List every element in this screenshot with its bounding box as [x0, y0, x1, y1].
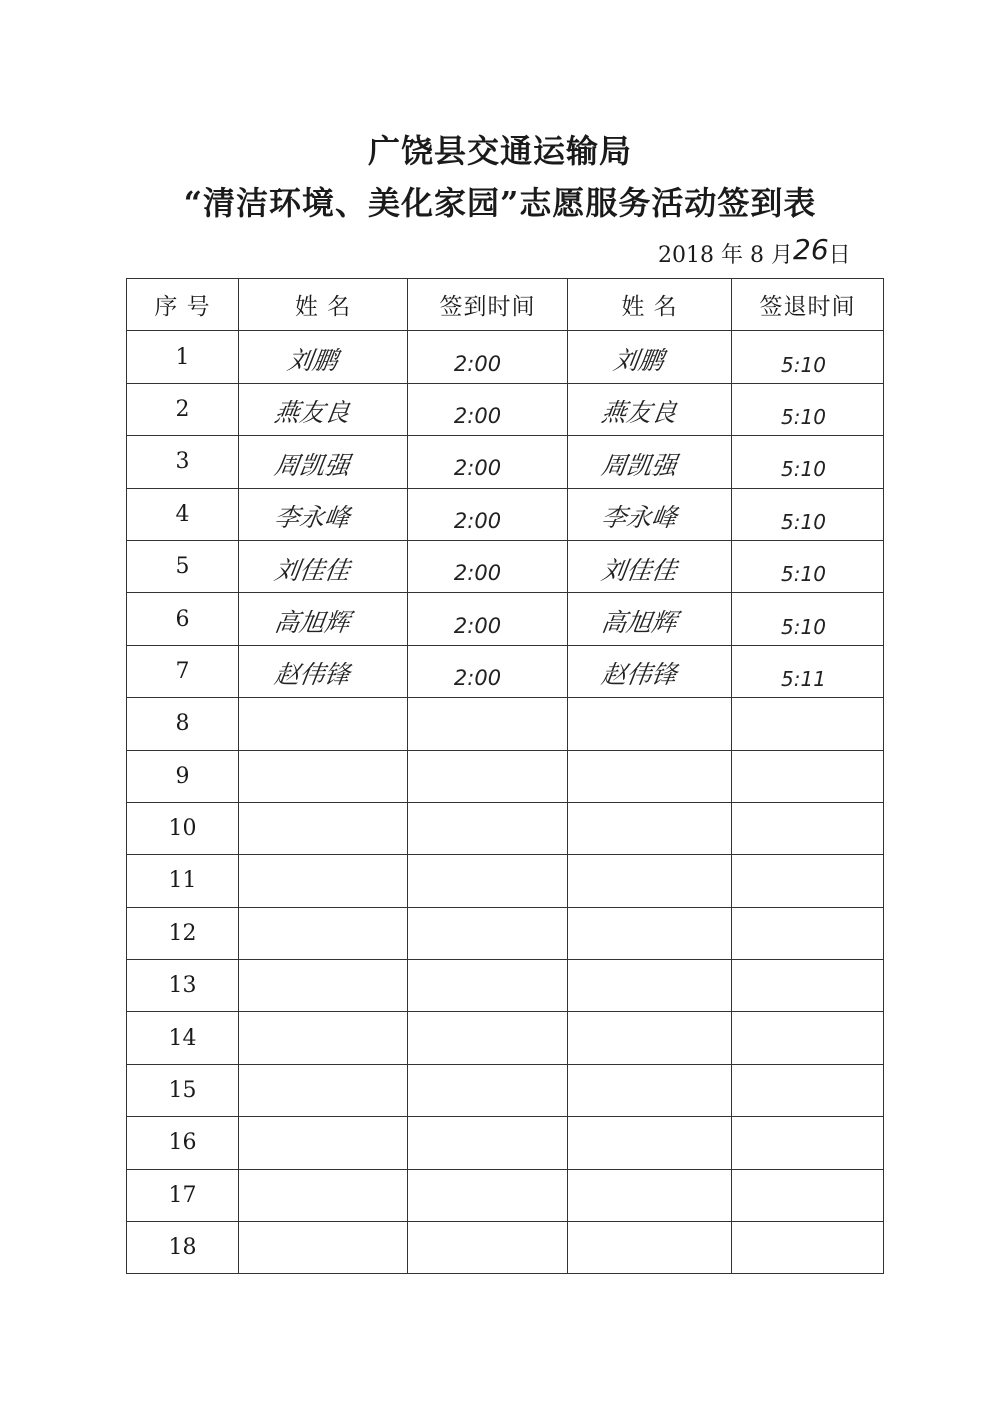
table-row — [127, 331, 884, 383]
seq-cell — [127, 802, 239, 854]
name-out-cell — [568, 1064, 732, 1116]
name-in-text: 燕友良 — [272, 398, 353, 428]
seq-text: 17 — [168, 1182, 197, 1208]
time-in-cell — [408, 593, 568, 645]
table-row — [127, 383, 884, 435]
seq-text: 4 — [175, 501, 190, 527]
time-in-cell — [408, 907, 568, 959]
seq-text: 11 — [168, 868, 197, 894]
name-in-text: 刘佳佳 — [272, 555, 353, 585]
name-in-cell — [239, 802, 408, 854]
seq-text: 9 — [175, 763, 190, 789]
name-in-cell — [239, 645, 408, 697]
name-out-text: 刘佳佳 — [599, 555, 679, 585]
name-out-cell — [568, 436, 732, 488]
name-out-cell — [568, 1169, 732, 1221]
name-in-cell — [239, 383, 408, 435]
seq-text: 14 — [168, 1025, 197, 1051]
name-out-cell — [568, 331, 732, 383]
time-in-cell — [408, 750, 568, 802]
time-out-cell — [732, 436, 884, 488]
time-out-cell — [732, 540, 884, 592]
time-out-cell — [732, 960, 884, 1012]
name-out-cell — [568, 593, 732, 645]
table-row — [127, 1012, 884, 1064]
seq-text: 12 — [168, 920, 197, 946]
table-body — [127, 331, 884, 1274]
time-in-cell — [408, 1012, 568, 1064]
time-in-cell — [408, 802, 568, 854]
seq-cell — [127, 855, 239, 907]
time-in-cell — [408, 436, 568, 488]
seq-text: 2 — [175, 396, 190, 422]
header-name-out: 姓 名 — [568, 279, 732, 331]
time-in-text: 2:00 — [453, 403, 502, 428]
name-in-cell — [239, 1064, 408, 1116]
time-out-text: 5:10 — [781, 509, 826, 534]
name-in-text: 刘鹏 — [285, 346, 340, 376]
name-out-text: 李永峰 — [599, 503, 679, 533]
date-year-unit: 年 — [721, 243, 744, 268]
table-row — [127, 802, 884, 854]
name-out-text: 刘鹏 — [611, 346, 667, 376]
name-out-cell — [568, 750, 732, 802]
header-time-out: 签退时间 — [732, 279, 884, 331]
time-out-cell — [732, 1064, 884, 1116]
table-row — [127, 1222, 884, 1274]
seq-cell — [127, 1169, 239, 1221]
time-in-text: 2:00 — [453, 508, 502, 533]
date-month: 8 — [750, 243, 765, 268]
name-out-cell — [568, 1012, 732, 1064]
table-row — [127, 855, 884, 907]
name-in-text: 李永峰 — [272, 503, 353, 533]
table-row — [127, 1169, 884, 1221]
name-in-cell — [239, 1012, 408, 1064]
name-out-cell — [568, 907, 732, 959]
time-out-text: 5:11 — [781, 666, 826, 691]
seq-text: 7 — [175, 658, 190, 684]
seq-text: 1 — [175, 344, 190, 370]
name-in-cell — [239, 331, 408, 383]
time-in-cell — [408, 383, 568, 435]
seq-cell — [127, 1117, 239, 1169]
name-in-cell — [239, 750, 408, 802]
name-out-cell — [568, 1117, 732, 1169]
time-out-cell — [732, 383, 884, 435]
seq-text: 8 — [175, 711, 190, 737]
time-in-cell — [408, 540, 568, 592]
time-out-text: 5:10 — [781, 457, 826, 482]
seq-cell — [127, 750, 239, 802]
table-row — [127, 593, 884, 645]
name-in-text: 赵伟锋 — [272, 660, 353, 690]
date-month-unit: 月 — [771, 243, 794, 268]
time-out-cell — [732, 1117, 884, 1169]
time-out-cell — [732, 698, 884, 750]
name-out-cell — [568, 698, 732, 750]
seq-text: 18 — [168, 1235, 197, 1261]
seq-text: 6 — [175, 606, 190, 632]
time-in-cell — [408, 1064, 568, 1116]
time-out-cell — [732, 645, 884, 697]
seq-cell — [127, 1012, 239, 1064]
name-in-cell — [239, 593, 408, 645]
time-in-cell — [408, 331, 568, 383]
name-in-cell — [239, 960, 408, 1012]
name-out-cell — [568, 383, 732, 435]
table-row — [127, 1064, 884, 1116]
table-row — [127, 645, 884, 697]
time-in-text: 2:00 — [453, 561, 502, 586]
time-in-cell — [408, 1222, 568, 1274]
name-in-cell — [239, 488, 408, 540]
name-out-text: 周凯强 — [599, 450, 679, 480]
time-out-text: 5:10 — [781, 352, 826, 377]
seq-text: 16 — [168, 1130, 197, 1156]
time-out-cell — [732, 750, 884, 802]
seq-cell — [127, 1064, 239, 1116]
name-in-cell — [239, 1117, 408, 1169]
name-in-cell — [239, 1169, 408, 1221]
time-in-cell — [408, 1169, 568, 1221]
table-row — [127, 750, 884, 802]
time-out-cell — [732, 593, 884, 645]
seq-cell — [127, 540, 239, 592]
document-subtitle: “清洁环境、美化家园”志愿服务活动签到表 — [183, 184, 817, 222]
seq-cell — [127, 383, 239, 435]
name-out-cell — [568, 960, 732, 1012]
name-in-cell — [239, 436, 408, 488]
time-out-cell — [732, 855, 884, 907]
time-in-text: 2:00 — [453, 613, 502, 638]
seq-text: 3 — [175, 449, 190, 475]
name-out-cell — [568, 1222, 732, 1274]
time-out-cell — [732, 802, 884, 854]
name-out-cell — [568, 645, 732, 697]
name-in-cell — [239, 855, 408, 907]
time-in-text: 2:00 — [453, 351, 502, 376]
seq-text: 13 — [168, 973, 197, 999]
time-out-text: 5:10 — [781, 614, 826, 639]
table-row — [127, 540, 884, 592]
table-row — [127, 907, 884, 959]
time-in-text: 2:00 — [453, 456, 502, 481]
date-year: 2018 — [658, 243, 714, 268]
header-time-in: 签到时间 — [408, 279, 568, 331]
table-row — [127, 698, 884, 750]
document-title: 广饶县交通运输局 — [367, 132, 632, 170]
sign-in-table — [126, 278, 884, 1274]
time-out-text: 5:10 — [781, 562, 826, 587]
date-day-handwritten: 26 — [793, 233, 829, 266]
time-in-cell — [408, 855, 568, 907]
time-in-text: 2:00 — [453, 665, 502, 690]
time-in-cell — [408, 488, 568, 540]
seq-cell — [127, 593, 239, 645]
name-out-text: 赵伟锋 — [599, 660, 679, 690]
sheet-date — [658, 233, 851, 269]
table-header-row — [127, 279, 884, 331]
time-in-cell — [408, 1117, 568, 1169]
table-row — [127, 1117, 884, 1169]
name-in-cell — [239, 907, 408, 959]
name-out-cell — [568, 540, 732, 592]
time-in-cell — [408, 698, 568, 750]
seq-cell — [127, 436, 239, 488]
seq-cell — [127, 331, 239, 383]
seq-cell — [127, 488, 239, 540]
time-in-cell — [408, 645, 568, 697]
time-out-cell — [732, 331, 884, 383]
name-out-text: 燕友良 — [599, 398, 679, 428]
seq-text: 15 — [168, 1078, 197, 1104]
name-out-cell — [568, 802, 732, 854]
name-out-text: 高旭辉 — [599, 608, 679, 638]
date-day-unit: 日 — [828, 243, 851, 268]
seq-cell — [127, 698, 239, 750]
time-out-text: 5:10 — [781, 404, 826, 429]
seq-cell — [127, 960, 239, 1012]
table-row — [127, 960, 884, 1012]
name-in-text: 周凯强 — [272, 450, 353, 480]
time-out-cell — [732, 1222, 884, 1274]
name-out-cell — [568, 855, 732, 907]
time-out-cell — [732, 1169, 884, 1221]
seq-cell — [127, 645, 239, 697]
time-out-cell — [732, 488, 884, 540]
seq-text: 10 — [168, 816, 197, 842]
name-in-cell — [239, 540, 408, 592]
name-in-cell — [239, 698, 408, 750]
table-row — [127, 488, 884, 540]
time-out-cell — [732, 1012, 884, 1064]
time-in-cell — [408, 960, 568, 1012]
header-seq: 序 号 — [127, 279, 239, 331]
name-in-text: 高旭辉 — [272, 608, 353, 638]
seq-cell — [127, 907, 239, 959]
name-in-cell — [239, 1222, 408, 1274]
table-row — [127, 436, 884, 488]
time-out-cell — [732, 907, 884, 959]
seq-cell — [127, 1222, 239, 1274]
header-name-in: 姓 名 — [239, 279, 408, 331]
seq-text: 5 — [175, 554, 190, 580]
name-out-cell — [568, 488, 732, 540]
